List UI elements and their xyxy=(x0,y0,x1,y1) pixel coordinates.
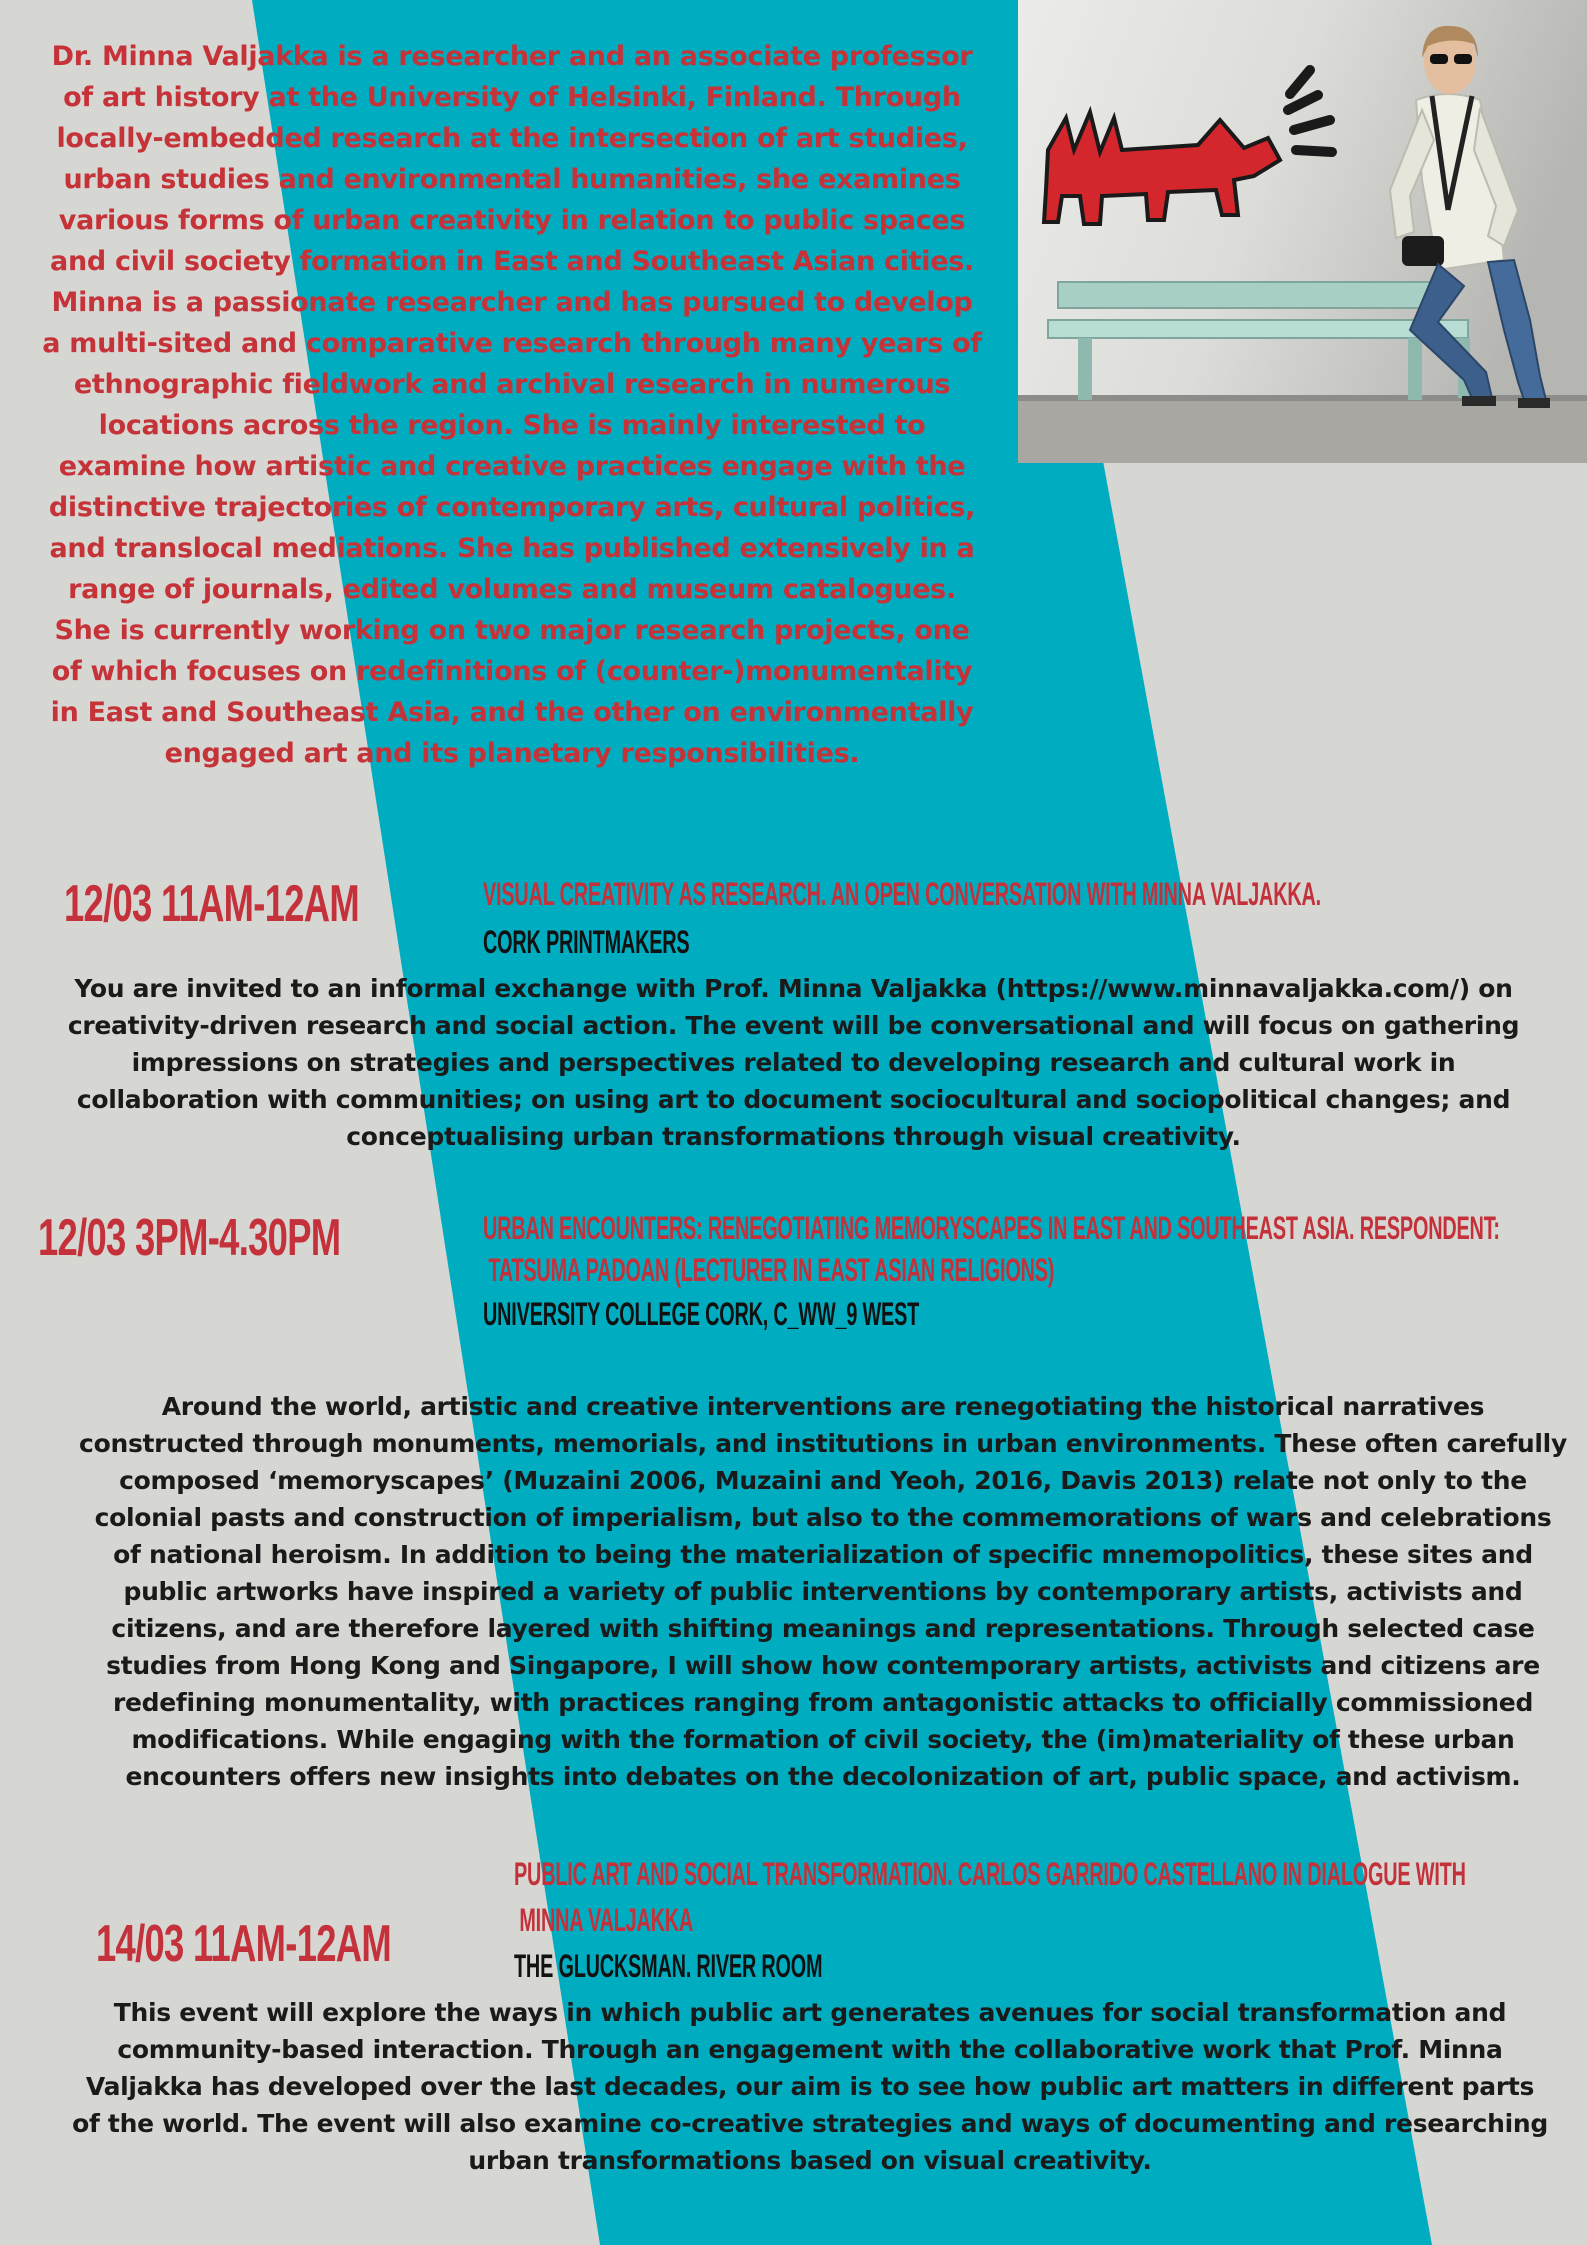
event-title: TATSUMA PADOAN (LECTURER IN EAST ASIAN RELIGIONS) xyxy=(483,1252,1055,1288)
event-venue: THE GLUCKSMAN. RIVER ROOM xyxy=(514,1948,823,1984)
event-date: 14/03 11AM-12AM xyxy=(96,1915,392,1973)
event-venue: CORK PRINTMAKERS xyxy=(483,924,690,960)
event-description: You are invited to an informal exchange with Prof. Minna Valjakka (https://www.minnavaljakka.com/) on creativity-driven research and social action. The event will be conversational and will focus on gathering impressions on strategies and perspectives related to developing research and cultural work in collaboration with communities; on using art to document sociocultural and sociopolitical changes; and conceptualising urban transformations through visual creativity. xyxy=(67,974,1520,1151)
event-date: 12/03 3PM-4.30PM xyxy=(38,1209,341,1267)
event-title: VISUAL CREATIVITY AS RESEARCH. AN OPEN CONVERSATION WITH MINNA VALJAKKA. xyxy=(483,876,1321,912)
portrait-photo xyxy=(1018,0,1587,463)
event-title: PUBLIC ART AND SOCIAL TRANSFORMATION. CARLOS GARRIDO CASTELLANO IN DIALOGUE WITH xyxy=(514,1856,1466,1892)
event-title: MINNA VALJAKKA xyxy=(514,1902,694,1938)
event-description: This event will explore the ways in which public art generates avenues for social transformation and community-based interaction. Through an engagement with the collaborative work that Prof. Minna Valjakka has developed over the last decades, our aim is to see how public art matters in different parts of the world. The event will also examine co-creative strategies and ways of documenting and researching urban transformations based on visual creativity. xyxy=(72,1998,1548,2175)
event-title: URBAN ENCOUNTERS: RENEGOTIATING MEMORYSCAPES IN EAST AND SOUTHEAST ASIA. RESPONDENT: xyxy=(483,1210,1500,1246)
event-date: 12/03 11AM-12AM xyxy=(64,875,360,933)
event-venue: UNIVERSITY COLLEGE CORK, C_WW_9 WEST xyxy=(483,1296,920,1332)
event-description: Around the world, artistic and creative interventions are renegotiating the historical narratives constructed through monuments, memorials, and institutions in urban environments. These often carefully composed ‘memoryscapes’ (Muzaini 2006, Muzaini and Yeoh, 2016, Davis 2013) relate not only to the colonial pasts and construction of imperialism, but also to the commemorations of wars and celebrations of national heroism. In addition to being the materialization of specific mnemopolitics, these sites and public artworks have inspired a variety of public interventions by contemporary artists, activists and citizens, and are therefore layered with shifting meanings and representations. Through selected case studies from Hong Kong and Singapore, I will show how contemporary artists, activists and citizens are redefining monumentality, with practices ranging from antagonistic attacks to officially commissioned modifications. While engaging with the formation of civil society, the (im)materiality of these urban encounters offers new insights into debates on the decolonization of art, public space, and activism. xyxy=(79,1392,1567,1791)
bio-paragraph: Dr. Minna Valjakka is a researcher and an associate professor of art history at the University of Helsinki, Finland. Through locally-embedded research at the intersection of art studies, urban studies and environmental humanities, she examines various forms of urban creativity in relation to public spaces and civil society formation in East and Southeast Asian cities. Minna is a passionate researcher and has pursued to develop a multi-sited and comparative research through many years of ethnographic fieldwork and archival research in numerous locations across the region. She is mainly interested to examine how artistic and creative practices engage with the distinctive trajectories of contemporary arts, cultural politics, and translocal mediations. She has published extensively in a range of journals, edited volumes and museum catalogues. She is currently working on two major research projects, one of which focuses on redefinitions of (counter-)monumentality in East and Southeast Asia, and the other on environmentally engaged art and its planetary responsibilities. xyxy=(42,41,982,769)
